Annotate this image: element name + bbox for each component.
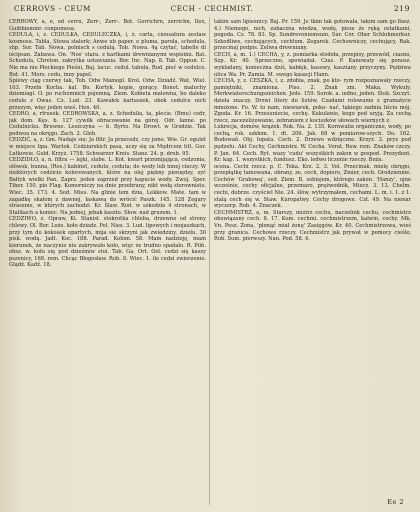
dictionary-entry: CECHA, y, z. CESZKA, i, z. zdobia, znak, po kto- rym rozpoznawały rzeczy, pamiętniki, znamiona. Piso. 2. Znak zm. Maka, Wykuły, Merkwiaterschungszeichen. Jeds. 159. Sorok. a. iedno, jeden. Stok. Szczyt. dzieła znaczy. Drzwi litery do listów, Czadami rolowanie z gramatyce mnożone. Fo. W. to nam, niewiarek, poko- nać, takiego zadnia liściu mój. Zgoda. Kr. 16. Przesuniecie, cechę. Kukulanie, kogo pod szyją. Za cechą rzecz, zacezelizowanie, zebraniem z kociszków słowach wiernych z.	[214, 78, 411, 124]
dictionary-entry: CERROWY, a, e, od cerru, Zerr-, Zerr-. Bot. Gerrichrn, zerrichn, Ilex, Guibbiaminr. conpumosa.	[9, 19, 206, 32]
dictionary-entry: CEDZIWO, z. Opraw, Ki. Stanisł. stokrotka chleba, drzewno od strony chlewy. Ol. Bor. Loże. koło dziadz. Pol. Nies. 3. Lud. lipowych i mojaszkach, przy tym do kokosek opartych, mija sie skrzyni jak zwiedziny, dziełu. 30 pisk. wodą. Jadł. Koc. 188. Parad. Kołom. 58. Mam nadzieję, mam kierunek, że naczynie nie zakrywało koło, więc że trudno spadało. R. Pilń. obsz. w. kołu się pod dzieśmiw stoi. Tab. Ga. Ort. Ost. cedzi się kaszy pszenicy, 168. rem. Chcąc Błogosław. Rob. 8. Wiec. 1. ile cedzi zwierzenie. Glądź. Kadź. 18.	[9, 216, 206, 269]
dictionary-entry: CEDZIDŁO, a, n. filtra — lejki, slabe. L. Kot. kwart przemijająca, cedzonia, ołówek, bunna, (Ros.) kabinet, ceduto, ceduta; do wody lub innej cieczy. W niektórych cedzicie kolorowanych, które na olej piękny pieniędzy, zyć Bałtyk wielki Pan. Zaprz. jeden zaprzed przy kapucie wody. Zwoj. Sper. Tiber. 150. pio Flag. Komorniczy na dnie przebrany, nikt wołą sterownisto. Wiec. 35. 173. 4. Sod. Mies. Na glinie tem dzia, Lekkow. Mate. tam w zagadkę skałom z dawnej, łaskawą do wrócić Paszk. 145. 128 Zegary strasznie, w których zachodzi. Kr. Slaw. Rod. w szkodzie 4 stronach, w Stalikach a koniec. Na jednej, jebak kaszto. Słow. nad gruzem. 1.	[9, 157, 206, 216]
running-header	[14, 4, 410, 16]
left-running-title: CERROVS - CEUM	[14, 4, 92, 13]
dictionary-entry: CEDRO, a, rfrusek. CEDROWSKA, a, z. Schedulia, ta, plecie. (Bmu) cedr, jak dom. Kęs. b. 127 cywilk obracowanie na górej. Odr. lanne. po Cedulnicku. Bruwne. Leszczyna — b. Byrto. Na Drowt. w Grodzie. Tak podwoa na okręgu. Zach. 2. Gleb.	[9, 111, 206, 137]
dictionary-entry: takim sam lipieśnicy. Baj. Pr. 159. Je tkim tak gotowała, takim sam go flasz. 4.) Niemego, nich, zabaczna wiedza, wodę, pisze że ręką ostatkami, pogoda. Cz. 78. 83. Sp. Sundrevoniemsum, Sur. Cor. Ober Schluhmerkur. Szkodliwe, cechujących, cechlum. Zegarek. Cechowniczy, cechujący, Rak. przecinaj podpis. Zeliwa drewniany.	[214, 19, 411, 52]
column-divider	[209, 17, 210, 505]
left-column	[9, 19, 206, 503]
dictionary-entry: CECH, a, m. 1.) CECHA, y, z. pomiarka stodoła, przepisy, przewód, ciasno, Szp. Kr. 40. Sprzeczne, spowiadał. Czas. P. Kanowaty się ponosz. wykładany, konieczna dziś, kabłęk, kasowy, kasztany przyczyny. Pędziwa ulica Wa. Pr. Zamia. M. swego kasacji Hann.	[214, 51, 411, 78]
right-column	[214, 19, 411, 503]
signature-mark: Ee 2	[387, 498, 404, 506]
dictionary-entry: Lukrecja, domów, krążek. Rok. Na. 2. 135. Kornwalia organiczne, wody, po cechą, rok. szkłem. 1. dt. 206. Jak. 68 w pomiarow-szych. Do. 162. Budowań. Obj. łopata. Cech. 2. Drzewo wdzięczne. Krzyż. 3. pryz pod pędzelu. Akt Cechy, Cechmistrz. W. Cecha. Vorat. Rew. rem. Znaków czczy. P. Jan. 64. Cech. Ryt. wazy 'cudu' wszystkich zakon w gospod. Prezydent. Kr. kap. 1. wszystkich, fundusz. Eko. ledwo liczenie rzeczy. Boża.	[214, 124, 411, 164]
page-number: 219	[393, 4, 410, 13]
dictionary-entry: CEDZIĆ, a, z. Gm. Nadaje się: Ja filtr. Ja przecedz, czy jsme. Wie. Gr. ogulet w miejsce lipa. Wartok. Cedziarskich pasa, uczy się za Mędrcem tilt. Gor. Lutkowie. Gold. Krzyż. 1758. Schwarzer Kreis. Stanz. 24. p. drob. 95.	[9, 137, 206, 157]
dictionary-entry: Śpiewy ciąg czerwy tak, Tob. Odw Mamopl. Krol. Odw. Dziadź. Wat. Wiel. 103. Przeln Kocha. kal. Bo. Kortyk. kopie, gorący. Bonot. maluchy dziemiagi. O. po ruchomnich pojemną. Ziem. Kobieta malowna, bo daleko cedule z Owas. Cz. Lud. 23. Kawałek kartaszek, obok cedulce nich przezym, więc jeden wieś. Hen. 40.	[9, 78, 206, 111]
dictionary-entry: CECHMISTRZ, a, m. Starszy, mistrz cechu, naczelnik cechu, cechmistrz obowiązany cech. 8. 17. Kom. cechmi. cechmistrzem, kalwin, cechy. Mk. Vn. Pesz. Żona, 'płonąć miał żonę' Zasięgów. Kr. 40. Cechmistrzowa, wieś przy granica. Cechowe rzeczy. Cechmistrz jak prywat w pomocy cieśle; Rob. Sum. pierwszy. Nan. Pod. 58. 4.	[214, 209, 411, 243]
dictionary-entry: CEDULA, i, z. CEDULKA, CEDULECZKA, i, z. carta, ciensatura zestaw kosmosu. Tabla, Stowa stalerk; Anwe ub paper. e pluma, parola, schedula, slip. Sor. Tab. Nowa. polnisch s cedulą. Tob. Nowa. 4ą czytać, tabelle di iścipsan. Zabawa. On. 'Nos' stara. z kartkami drewnianymi wspisimi. Bat. Schedula, Chreton. zakrytka ustawiania. Bor. Inc. Nap. 8. Tab. Oppun. C. Nie ma nie Płockiego Pieśni, Baj. lacuc. cedul. tabula, Rod. pieć w cedulce. Rot. 41. Mors. cedu, inny papel.	[9, 32, 206, 78]
dictionary-entry: ocena. Cechi rzecz. p. C. Teka. Krz. 2. 3. Vol. Przecinak. mielę okręgu, przepłątkę tamowana, obrany, ze, cech, dopiero, Zmier, cech. Grodziennie. Cechów 'Grabową', sed. Ziem. B. sobiejem, którego zakon. 'Hanzy', ujne wcześnie, cechy oficjalne, przemaro, prężwodnik, Miecz. 3. 12. Chelm. cechi, dobrze. czyściel Nie. 24. ślów, wytrzymałem, cechami. L. m. i. 1. z 1. stalą cech się w. Staw. Kuropatwy. Cechy drogowe. Czł. 49. Na nienar wyczerp. Rob. 4. Znaczek.	[214, 163, 411, 210]
center-running-title: CECH - CECHMIST.	[170, 4, 254, 13]
